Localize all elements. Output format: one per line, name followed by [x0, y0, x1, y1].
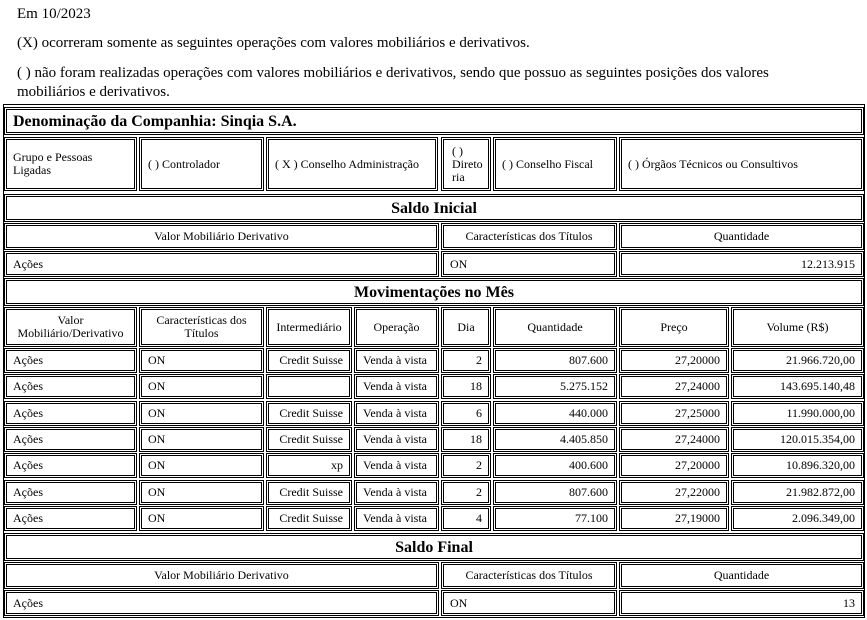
- table-row-cell: [731, 348, 864, 373]
- mov-cell-caracteristicas: ON: [141, 482, 262, 503]
- movimentacoes-heading-row: [4, 278, 864, 306]
- mov-cell-valor: Ações: [6, 508, 135, 529]
- table-row-cell: [266, 453, 352, 478]
- option-x-text: (X) ocorreram somente as seguintes operações com valores mobiliários e derivativos.: [17, 35, 530, 51]
- mov-cell-intermediario: Credit Suisse: [268, 429, 350, 450]
- table-row-cell: [493, 453, 617, 478]
- group-label: Grupo e Pessoas Ligadas: [6, 139, 135, 189]
- mov-header-valor-line2: Mobiliário/Derivativo: [17, 326, 124, 340]
- table-row-cell: [619, 453, 729, 478]
- table-row-cell: [441, 348, 491, 373]
- mov-header-oper-cell: [354, 307, 439, 347]
- mov-cell-caracteristicas: ON: [141, 508, 262, 529]
- mov-cell-volume: 2.096.349,00: [733, 508, 862, 529]
- group-label-cell: [4, 137, 137, 191]
- table-row-cell: [266, 401, 352, 426]
- mov-cell-caracteristicas: ON: [141, 403, 262, 424]
- mov-cell-dia: 2: [443, 482, 489, 503]
- mov-cell-valor: Ações: [6, 455, 135, 476]
- table-row-cell: [4, 453, 137, 478]
- mov-header-qtd-cell: [493, 307, 617, 347]
- table-row-cell: [619, 374, 729, 399]
- table-row-cell: [441, 480, 491, 505]
- sf-row-qtd-cell: [619, 590, 864, 616]
- mov-cell-operacao: Venda à vista: [356, 403, 437, 424]
- table-row-cell: [139, 427, 264, 452]
- table-row-cell: [441, 453, 491, 478]
- table-row-cell: [731, 374, 864, 399]
- mov-cell-operacao: Venda à vista: [356, 455, 437, 476]
- mov-header-preco-cell: [619, 307, 729, 347]
- company-title-row: [4, 107, 864, 135]
- mov-cell-dia: 6: [443, 403, 489, 424]
- table-row-cell: [354, 427, 439, 452]
- table-row-cell: [441, 374, 491, 399]
- table-row-cell: [354, 348, 439, 373]
- sf-header-quantidade: Quantidade: [621, 564, 862, 587]
- table-row-cell: [493, 401, 617, 426]
- sf-header-carac-cell: [441, 562, 617, 589]
- mov-header-operacao: Operação: [356, 309, 437, 345]
- si-header-qtd-cell: [619, 223, 864, 250]
- mov-cell-intermediario: [268, 376, 350, 397]
- sf-row-caracteristicas: ON: [443, 592, 615, 614]
- table-row-cell: [354, 453, 439, 478]
- sf-row-valor-cell: [4, 590, 439, 616]
- mov-cell-valor: Ações: [6, 482, 135, 503]
- table-row-cell: [266, 427, 352, 452]
- conselho-adm-cell: [266, 137, 438, 191]
- option-blank-text-line1: ( ) não foram realizadas operações com valores mobiliários e derivativos, sendo que possuo as seguintes posições dos valores: [17, 65, 769, 81]
- mov-cell-quantidade: 440.000: [495, 403, 615, 424]
- si-row-carac-cell: [441, 251, 617, 277]
- sf-header-caracteristicas: Características dos Títulos: [443, 564, 615, 587]
- mov-cell-valor: Ações: [6, 429, 135, 450]
- si-row-valor-cell: [4, 251, 439, 277]
- table-row-cell: [731, 506, 864, 531]
- mov-cell-quantidade: 400.600: [495, 455, 615, 476]
- table-row-cell: [619, 427, 729, 452]
- table-row-cell: [4, 401, 137, 426]
- si-row-caracteristicas: ON: [443, 253, 615, 275]
- si-row-qtd-cell: [619, 251, 864, 277]
- mov-cell-volume: 143.695.140,48: [733, 376, 862, 397]
- mov-cell-preco: 27,24000: [621, 376, 727, 397]
- mov-cell-preco: 27,24000: [621, 429, 727, 450]
- mov-header-intermediario: Intermediário: [268, 309, 350, 345]
- mov-cell-dia: 18: [443, 376, 489, 397]
- mov-cell-intermediario: Credit Suisse: [268, 508, 350, 529]
- mov-cell-quantidade: 5.275.152: [495, 376, 615, 397]
- table-row-cell: [4, 348, 137, 373]
- mov-cell-quantidade: 4.405.850: [495, 429, 615, 450]
- table-row-cell: [619, 348, 729, 373]
- mov-header-valor: [6, 309, 135, 345]
- mov-header-volume-cell: [731, 307, 864, 347]
- table-row-cell: [493, 348, 617, 373]
- mov-header-carac-line1: Características dos: [156, 313, 247, 327]
- controlador-option: ( ) Controlador: [141, 139, 262, 189]
- mov-cell-volume: 120.015.354,00: [733, 429, 862, 450]
- table-row-cell: [441, 427, 491, 452]
- mov-cell-dia: 2: [443, 455, 489, 476]
- table-row-cell: [139, 401, 264, 426]
- saldo-inicial-heading-row: [4, 194, 864, 222]
- company-title: Denominação da Companhia: Sinqia S.A.: [6, 109, 862, 133]
- table-row-cell: [266, 348, 352, 373]
- table-row-cell: [354, 401, 439, 426]
- si-header-valor: Valor Mobiliário Derivativo: [6, 225, 437, 248]
- table-row-cell: [441, 506, 491, 531]
- orgaos-cell: [619, 137, 864, 191]
- table-row-cell: [354, 480, 439, 505]
- mov-cell-caracteristicas: ON: [141, 376, 262, 397]
- si-header-valor-cell: [4, 223, 439, 250]
- table-row-cell: [4, 374, 137, 399]
- diretoria-line3: ria: [452, 169, 465, 184]
- sf-header-valor-cell: [4, 562, 439, 589]
- table-row-cell: [731, 480, 864, 505]
- table-row-cell: [619, 401, 729, 426]
- mov-cell-quantidade: 807.600: [495, 482, 615, 503]
- mov-cell-operacao: Venda à vista: [356, 350, 437, 371]
- conselho-fiscal-option: ( ) Conselho Fiscal: [495, 139, 615, 189]
- mov-cell-intermediario: Credit Suisse: [268, 403, 350, 424]
- table-row-cell: [266, 480, 352, 505]
- orgaos-option: ( ) Órgãos Técnicos ou Consultivos: [621, 139, 862, 189]
- si-header-quantidade: Quantidade: [621, 225, 862, 248]
- movimentacoes-heading: Movimentações no Mês: [6, 280, 862, 304]
- mov-cell-dia: 2: [443, 350, 489, 371]
- mov-header-inter-cell: [266, 307, 352, 347]
- mov-cell-preco: 27,25000: [621, 403, 727, 424]
- mov-cell-dia: 18: [443, 429, 489, 450]
- diretoria-cell: [441, 137, 491, 191]
- saldo-inicial-heading: Saldo Inicial: [6, 196, 862, 220]
- mov-cell-preco: 27,20000: [621, 455, 727, 476]
- si-header-carac-cell: [441, 223, 617, 250]
- sf-header-qtd-cell: [619, 562, 864, 589]
- mov-cell-quantidade: 807.600: [495, 350, 615, 371]
- table-row-cell: [139, 348, 264, 373]
- mov-cell-intermediario: Credit Suisse: [268, 350, 350, 371]
- si-row-quantidade: 12.213.915: [621, 253, 862, 275]
- mov-header-volume: Volume (R$): [733, 309, 862, 345]
- mov-cell-volume: 21.982.872,00: [733, 482, 862, 503]
- table-row-cell: [493, 480, 617, 505]
- table-row-cell: [731, 427, 864, 452]
- table-row-cell: [139, 506, 264, 531]
- mov-header-carac: [141, 309, 262, 345]
- mov-cell-operacao: Venda à vista: [356, 482, 437, 503]
- conselho-adm-option: ( X ) Conselho Administração: [268, 139, 436, 189]
- sf-header-valor: Valor Mobiliário Derivativo: [6, 564, 437, 587]
- mov-cell-preco: 27,22000: [621, 482, 727, 503]
- mov-cell-valor: Ações: [6, 403, 135, 424]
- mov-cell-volume: 10.896.320,00: [733, 455, 862, 476]
- table-row-cell: [4, 480, 137, 505]
- table-row-cell: [139, 480, 264, 505]
- diretoria-line1: ( ): [452, 143, 463, 158]
- sf-row-carac-cell: [441, 590, 617, 616]
- si-row-valor: Ações: [6, 253, 437, 275]
- sf-row-quantidade: 13: [621, 592, 862, 614]
- table-row-cell: [354, 374, 439, 399]
- period-text: Em 10/2023: [17, 6, 91, 22]
- table-row-cell: [493, 506, 617, 531]
- mov-cell-intermediario: xp: [268, 455, 350, 476]
- si-header-caracteristicas: Características dos Títulos: [443, 225, 615, 248]
- table-row-cell: [619, 506, 729, 531]
- mov-cell-caracteristicas: ON: [141, 429, 262, 450]
- table-row-cell: [4, 427, 137, 452]
- table-row-cell: [139, 374, 264, 399]
- mov-cell-volume: 11.990.000,00: [733, 403, 862, 424]
- saldo-final-heading: Saldo Final: [6, 535, 862, 559]
- sf-row-valor: Ações: [6, 592, 437, 614]
- table-row-cell: [493, 374, 617, 399]
- mov-cell-dia: 4: [443, 508, 489, 529]
- mov-cell-caracteristicas: ON: [141, 455, 262, 476]
- mov-header-carac-line2: Títulos: [184, 326, 219, 340]
- table-row-cell: [731, 401, 864, 426]
- mov-cell-preco: 27,19000: [621, 508, 727, 529]
- saldo-final-heading-row: [4, 533, 864, 561]
- table-row-cell: [266, 506, 352, 531]
- table-row-cell: [139, 453, 264, 478]
- conselho-fiscal-cell: [493, 137, 617, 191]
- table-row-cell: [441, 401, 491, 426]
- mov-cell-operacao: Venda à vista: [356, 508, 437, 529]
- mov-header-valor-cell: [4, 307, 137, 347]
- mov-cell-operacao: Venda à vista: [356, 376, 437, 397]
- mov-header-dia: Dia: [443, 309, 489, 345]
- option-blank-text-line2: mobiliários e derivativos.: [17, 84, 170, 100]
- table-row-cell: [354, 506, 439, 531]
- mov-cell-valor: Ações: [6, 376, 135, 397]
- mov-header-dia-cell: [441, 307, 491, 347]
- mov-header-carac-cell: [139, 307, 264, 347]
- mov-cell-operacao: Venda à vista: [356, 429, 437, 450]
- mov-header-valor-line1: Valor: [57, 313, 84, 327]
- mov-header-quantidade: Quantidade: [495, 309, 615, 345]
- mov-cell-caracteristicas: ON: [141, 350, 262, 371]
- table-row-cell: [266, 374, 352, 399]
- controlador-cell: [139, 137, 264, 191]
- table-row-cell: [4, 506, 137, 531]
- diretoria-option: [443, 139, 489, 189]
- diretoria-line2: Direto: [452, 156, 483, 171]
- table-row-cell: [731, 453, 864, 478]
- mov-cell-valor: Ações: [6, 350, 135, 371]
- mov-cell-preco: 27,20000: [621, 350, 727, 371]
- mov-cell-volume: 21.966.720,00: [733, 350, 862, 371]
- mov-cell-intermediario: Credit Suisse: [268, 482, 350, 503]
- table-row-cell: [619, 480, 729, 505]
- table-row-cell: [493, 427, 617, 452]
- mov-cell-quantidade: 77.100: [495, 508, 615, 529]
- mov-header-preco: Preço: [621, 309, 727, 345]
